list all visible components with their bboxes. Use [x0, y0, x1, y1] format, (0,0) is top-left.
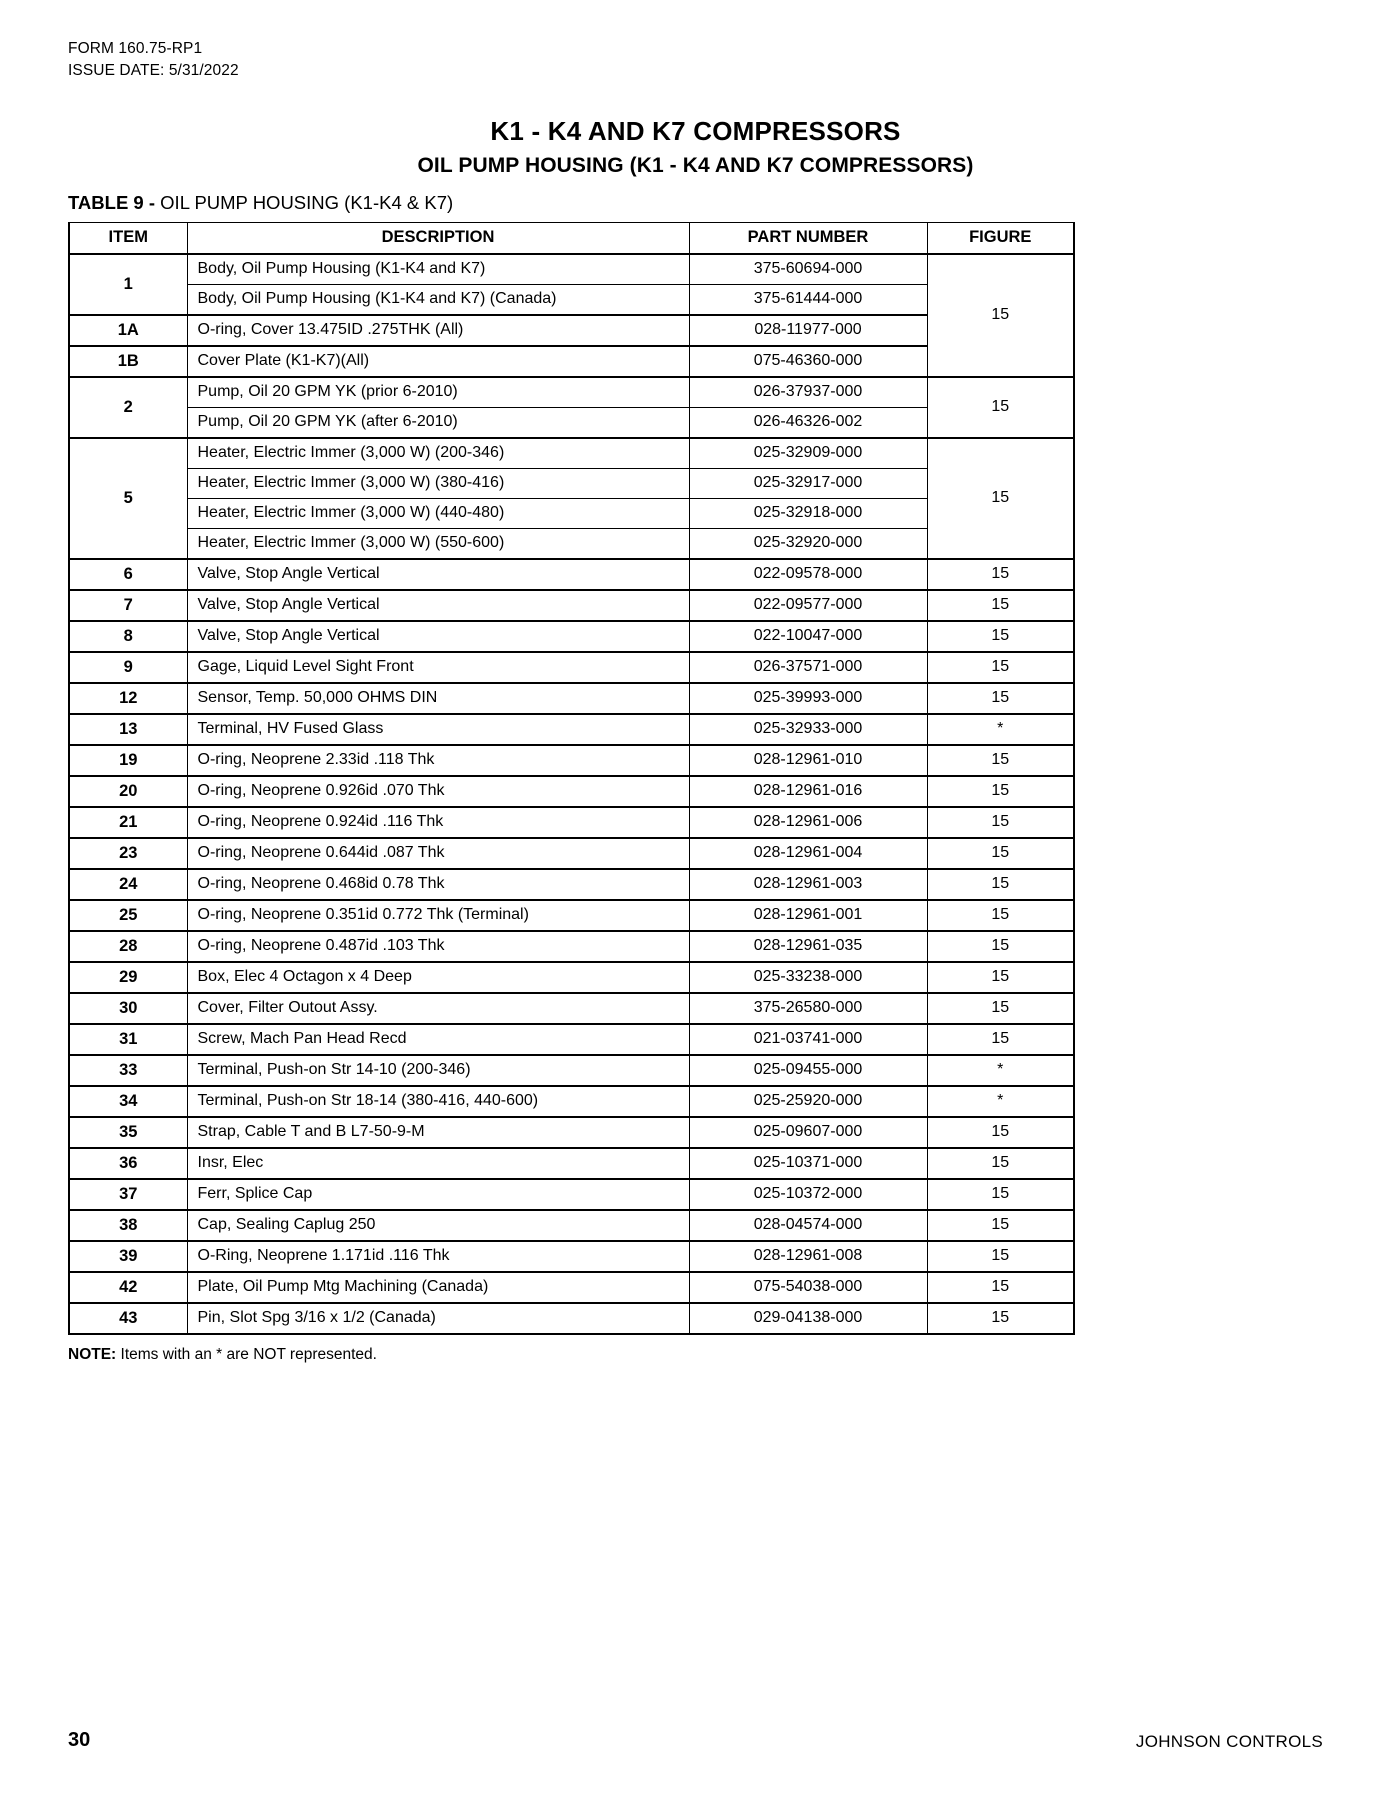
cell-description: Box, Elec 4 Octagon x 4 Deep — [187, 962, 689, 993]
table-row — [69, 900, 1074, 931]
cell-part-number: 375-60694-000 — [689, 254, 927, 285]
cell-item: 39 — [69, 1241, 187, 1272]
cell-item: 29 — [69, 962, 187, 993]
table-row — [69, 1086, 1074, 1117]
table-head — [69, 222, 1074, 254]
cell-figure: 15 — [927, 869, 1074, 900]
cell-description: Heater, Electric Immer (3,000 W) (440-480) — [187, 498, 689, 528]
cell-figure: 15 — [927, 683, 1074, 714]
table-row — [69, 346, 1074, 377]
cell-figure: 15 — [927, 931, 1074, 962]
cell-description: Terminal, Push-on Str 14-10 (200-346) — [187, 1055, 689, 1086]
cell-part-number: 022-09578-000 — [689, 559, 927, 590]
cell-figure: 15 — [927, 1303, 1074, 1334]
cell-figure: 15 — [927, 962, 1074, 993]
cell-description: O-ring, Cover 13.475ID .275THK (All) — [187, 315, 689, 346]
cell-description: Strap, Cable T and B L7-50-9-M — [187, 1117, 689, 1148]
table-row — [69, 869, 1074, 900]
cell-description: Cover Plate (K1-K7)(All) — [187, 346, 689, 377]
table-row — [69, 931, 1074, 962]
table-row — [69, 1055, 1074, 1086]
cell-description: Pin, Slot Spg 3/16 x 1/2 (Canada) — [187, 1303, 689, 1334]
cell-item: 5 — [69, 438, 187, 559]
cell-item: 13 — [69, 714, 187, 745]
table-row — [69, 1241, 1074, 1272]
cell-description: Valve, Stop Angle Vertical — [187, 559, 689, 590]
cell-figure: * — [927, 714, 1074, 745]
cell-part-number: 026-37571-000 — [689, 652, 927, 683]
cell-part-number: 025-25920-000 — [689, 1086, 927, 1117]
table-row — [69, 1117, 1074, 1148]
table-row — [69, 1303, 1074, 1334]
table-row — [69, 1024, 1074, 1055]
cell-description: O-ring, Neoprene 0.487id .103 Thk — [187, 931, 689, 962]
brand-name: JOHNSON CONTROLS — [1135, 1732, 1323, 1751]
table-row — [69, 621, 1074, 652]
cell-figure: 15 — [927, 745, 1074, 776]
cell-part-number: 025-09607-000 — [689, 1117, 927, 1148]
cell-description: Pump, Oil 20 GPM YK (prior 6-2010) — [187, 377, 689, 408]
cell-item: 21 — [69, 807, 187, 838]
cell-item: 43 — [69, 1303, 187, 1334]
note-label: NOTE: — [68, 1345, 117, 1363]
column-header-part-number: PART NUMBER — [689, 222, 927, 254]
cell-part-number: 025-32918-000 — [689, 498, 927, 528]
cell-part-number: 375-61444-000 — [689, 284, 927, 315]
cell-part-number: 028-04574-000 — [689, 1210, 927, 1241]
form-number: FORM 160.75-RP1 — [68, 40, 203, 57]
cell-part-number: 028-12961-016 — [689, 776, 927, 807]
cell-part-number: 025-33238-000 — [689, 962, 927, 993]
cell-description: O-ring, Neoprene 0.924id .116 Thk — [187, 807, 689, 838]
table-row — [69, 993, 1074, 1024]
cell-part-number: 025-39993-000 — [689, 683, 927, 714]
cell-item: 9 — [69, 652, 187, 683]
cell-item: 35 — [69, 1117, 187, 1148]
cell-description: Sensor, Temp. 50,000 OHMS DIN — [187, 683, 689, 714]
table-caption-label: TABLE 9 - — [68, 192, 161, 214]
cell-part-number: 025-09455-000 — [689, 1055, 927, 1086]
cell-figure: 15 — [927, 377, 1074, 438]
cell-figure: 15 — [927, 993, 1074, 1024]
cell-description: Heater, Electric Immer (3,000 W) (200-346) — [187, 438, 689, 469]
cell-part-number: 028-12961-010 — [689, 745, 927, 776]
cell-item: 36 — [69, 1148, 187, 1179]
cell-item: 42 — [69, 1272, 187, 1303]
cell-item: 1A — [69, 315, 187, 346]
cell-part-number: 025-10372-000 — [689, 1179, 927, 1210]
cell-part-number: 028-12961-003 — [689, 869, 927, 900]
cell-figure: 15 — [927, 590, 1074, 621]
table-row — [69, 1210, 1074, 1241]
cell-description: Body, Oil Pump Housing (K1-K4 and K7) — [187, 254, 689, 285]
cell-description: Plate, Oil Pump Mtg Machining (Canada) — [187, 1272, 689, 1303]
cell-description: Heater, Electric Immer (3,000 W) (380-416) — [187, 468, 689, 498]
cell-description: O-ring, Neoprene 0.351id 0.772 Thk (Terminal) — [187, 900, 689, 931]
table-row — [69, 776, 1074, 807]
column-header-description: DESCRIPTION — [187, 222, 689, 254]
cell-figure: 15 — [927, 559, 1074, 590]
cell-description: Heater, Electric Immer (3,000 W) (550-600) — [187, 528, 689, 559]
cell-item: 12 — [69, 683, 187, 714]
cell-description: Terminal, HV Fused Glass — [187, 714, 689, 745]
table-row — [69, 1272, 1074, 1303]
cell-description: Ferr, Splice Cap — [187, 1179, 689, 1210]
cell-figure: 15 — [927, 807, 1074, 838]
cell-description: O-ring, Neoprene 0.926id .070 Thk — [187, 776, 689, 807]
document-footer — [68, 1729, 1323, 1752]
cell-item: 34 — [69, 1086, 187, 1117]
cell-figure: 15 — [927, 621, 1074, 652]
cell-item: 1B — [69, 346, 187, 377]
cell-description: Pump, Oil 20 GPM YK (after 6-2010) — [187, 407, 689, 438]
cell-part-number: 028-12961-001 — [689, 900, 927, 931]
table-row — [69, 407, 1074, 438]
table-row — [69, 807, 1074, 838]
cell-part-number: 028-12961-008 — [689, 1241, 927, 1272]
cell-item: 24 — [69, 869, 187, 900]
cell-part-number: 026-46326-002 — [689, 407, 927, 438]
table-row — [69, 745, 1074, 776]
table-row — [69, 1179, 1074, 1210]
cell-part-number: 025-32917-000 — [689, 468, 927, 498]
cell-part-number: 022-09577-000 — [689, 590, 927, 621]
cell-figure: * — [927, 1086, 1074, 1117]
cell-part-number: 025-32933-000 — [689, 714, 927, 745]
table-row — [69, 714, 1074, 745]
cell-figure: 15 — [927, 776, 1074, 807]
cell-description: Gage, Liquid Level Sight Front — [187, 652, 689, 683]
cell-part-number: 025-32920-000 — [689, 528, 927, 559]
table-row — [69, 590, 1074, 621]
cell-item: 23 — [69, 838, 187, 869]
cell-part-number: 026-37937-000 — [689, 377, 927, 408]
cell-item: 28 — [69, 931, 187, 962]
cell-item: 2 — [69, 377, 187, 438]
cell-description: Cover, Filter Outout Assy. — [187, 993, 689, 1024]
table-row — [69, 528, 1074, 559]
cell-part-number: 375-26580-000 — [689, 993, 927, 1024]
table-row — [69, 468, 1074, 498]
cell-description: Screw, Mach Pan Head Recd — [187, 1024, 689, 1055]
table-caption — [68, 191, 1323, 214]
table-header-row — [69, 222, 1074, 254]
cell-part-number: 022-10047-000 — [689, 621, 927, 652]
cell-item: 8 — [69, 621, 187, 652]
cell-description: O-ring, Neoprene 0.644id .087 Thk — [187, 838, 689, 869]
cell-description: Insr, Elec — [187, 1148, 689, 1179]
cell-figure: * — [927, 1055, 1074, 1086]
cell-figure: 15 — [927, 652, 1074, 683]
table-row — [69, 498, 1074, 528]
cell-part-number: 021-03741-000 — [689, 1024, 927, 1055]
document-header — [68, 38, 1323, 82]
table-row — [69, 284, 1074, 315]
cell-item: 19 — [69, 745, 187, 776]
cell-figure: 15 — [927, 1272, 1074, 1303]
cell-figure: 15 — [927, 900, 1074, 931]
cell-part-number: 029-04138-000 — [689, 1303, 927, 1334]
table-row — [69, 377, 1074, 408]
cell-part-number: 028-12961-035 — [689, 931, 927, 962]
cell-description: Terminal, Push-on Str 18-14 (380-416, 440-600) — [187, 1086, 689, 1117]
table-row — [69, 315, 1074, 346]
note-text: Items with an * are NOT represented. — [116, 1345, 377, 1363]
cell-figure: 15 — [927, 1210, 1074, 1241]
table-body — [69, 254, 1074, 1334]
cell-figure: 15 — [927, 254, 1074, 377]
parts-table — [68, 222, 1075, 1335]
table-row — [69, 1148, 1074, 1179]
table-caption-text: OIL PUMP HOUSING (K1-K4 & K7) — [160, 192, 454, 214]
cell-item: 38 — [69, 1210, 187, 1241]
table-row — [69, 962, 1074, 993]
cell-part-number: 025-32909-000 — [689, 438, 927, 469]
cell-figure: 15 — [927, 1179, 1074, 1210]
cell-item: 37 — [69, 1179, 187, 1210]
table-row — [69, 683, 1074, 714]
page-number: 30 — [68, 1729, 91, 1751]
table-row — [69, 652, 1074, 683]
cell-description: O-ring, Neoprene 2.33id .118 Thk — [187, 745, 689, 776]
cell-figure: 15 — [927, 438, 1074, 559]
cell-description: Valve, Stop Angle Vertical — [187, 621, 689, 652]
cell-description: O-Ring, Neoprene 1.171id .116 Thk — [187, 1241, 689, 1272]
page-subtitle: OIL PUMP HOUSING (K1 - K4 AND K7 COMPRESSORS) — [417, 154, 974, 178]
cell-part-number: 075-54038-000 — [689, 1272, 927, 1303]
cell-part-number: 028-11977-000 — [689, 315, 927, 346]
cell-figure: 15 — [927, 1024, 1074, 1055]
cell-item: 1 — [69, 254, 187, 315]
title-block — [68, 116, 1323, 179]
cell-description: Valve, Stop Angle Vertical — [187, 590, 689, 621]
cell-item: 31 — [69, 1024, 187, 1055]
cell-description: Cap, Sealing Caplug 250 — [187, 1210, 689, 1241]
column-header-item: ITEM — [69, 222, 187, 254]
table-note — [68, 1345, 1323, 1365]
column-header-figure: FIGURE — [927, 222, 1074, 254]
cell-item: 7 — [69, 590, 187, 621]
cell-figure: 15 — [927, 838, 1074, 869]
cell-item: 30 — [69, 993, 187, 1024]
page-title: K1 - K4 AND K7 COMPRESSORS — [490, 116, 901, 146]
cell-item: 20 — [69, 776, 187, 807]
table-row — [69, 559, 1074, 590]
cell-figure: 15 — [927, 1148, 1074, 1179]
issue-date: ISSUE DATE: 5/31/2022 — [68, 62, 239, 79]
table-row — [69, 838, 1074, 869]
cell-item: 6 — [69, 559, 187, 590]
table-row — [69, 254, 1074, 285]
cell-part-number: 028-12961-004 — [689, 838, 927, 869]
cell-item: 33 — [69, 1055, 187, 1086]
cell-part-number: 075-46360-000 — [689, 346, 927, 377]
table-row — [69, 438, 1074, 469]
cell-description: O-ring, Neoprene 0.468id 0.78 Thk — [187, 869, 689, 900]
cell-figure: 15 — [927, 1241, 1074, 1272]
cell-figure: 15 — [927, 1117, 1074, 1148]
cell-part-number: 028-12961-006 — [689, 807, 927, 838]
cell-part-number: 025-10371-000 — [689, 1148, 927, 1179]
cell-item: 25 — [69, 900, 187, 931]
cell-description: Body, Oil Pump Housing (K1-K4 and K7) (Canada) — [187, 284, 689, 315]
